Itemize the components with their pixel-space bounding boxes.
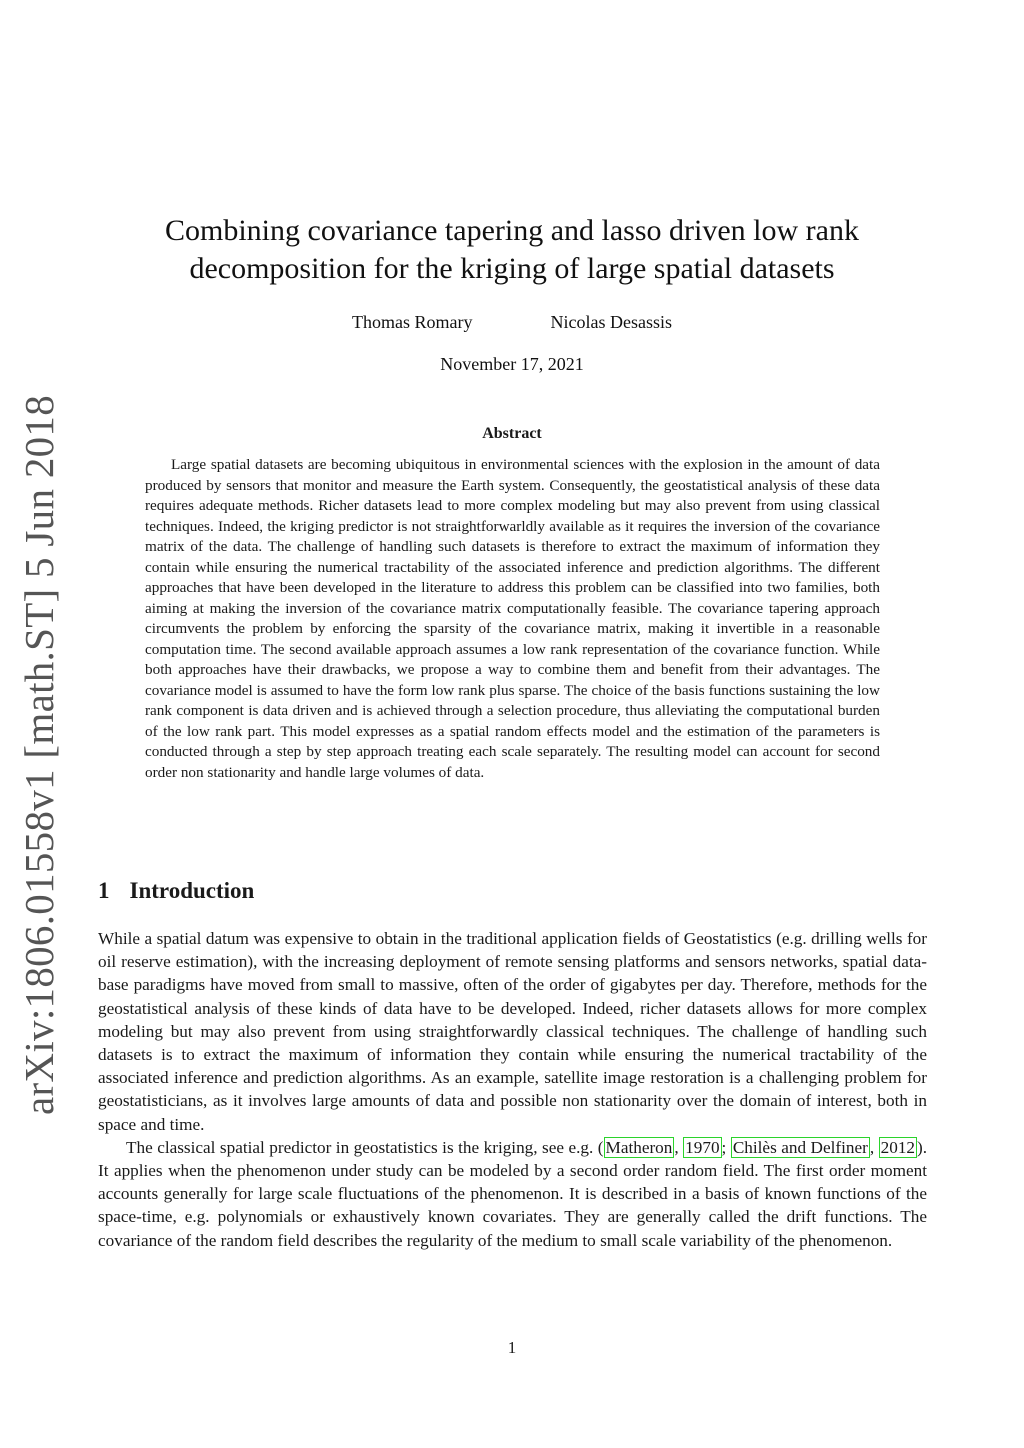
intro-paragraph-2 (98, 1136, 927, 1252)
page-number: 1 (507, 1338, 517, 1357)
intro-paragraph-1: While a spatial datum was expensive to obtain in the traditional application fields of Geostatistics (e.g. drilling wells for oil reserve estimation), with the increasing deployment of remote sensing platforms and sensors networks, spatial data-base paradigms have moved from small to massive, often of the order of gigabytes per day. Therefore, methods for the geostatistical analysis of these kinds of data have to be developed. Indeed, richer datasets allows for more complex modeling but may also prevent from using straightforwardly classical techniques. The challenge of handling such datasets is to extract the maximum of information they contain while ensuring the numerical tractability of the associated inference and prediction algorithms. As an example, satellite image restoration is a challenging problem for geostatisticians, as it involves large amounts of data and possible non stationarity over the domain of interest, both in space and time. (98, 929, 927, 1134)
author-list (120, 312, 904, 333)
section-title: Introduction (129, 878, 255, 903)
citation-year-link-1970[interactable]: 1970 (685, 1137, 720, 1157)
abstract-text: Large spatial datasets are becoming ubiquitous in environmental sciences with the explosion in the amount of data produced by sensors that monitor and measure the Earth system. Consequently, the geostatistical analysis of these data requires adequate methods. Richer datasets lead to more complex modeling but may also prevent from using classical techniques. Indeed, the kriging predictor is not straightforwarldly available as it requires the inversion of the covariance matrix of the data. The challenge of handling such datasets is therefore to extract the maximum of information they contain while ensuring the numerical tractability of the associated inference and prediction algorithms. The different approaches that have been developed in the literature to address this problem can be classified into two families, both aiming at making the inversion of the covariance matrix computationally feasible. The covariance tapering approach circumvents the problem by enforcing the sparsity of the covariance matrix, making it invertible in a reasonable computation time. The second available approach assumes a low rank representation of the covariance function. While both approaches have their drawbacks, we propose a way to combine them and benefit from their advantages. The covariance model is assumed to have the form low rank plus sparse. The choice of the basis functions sustaining the low rank component is data driven and is achieved through a selection procedure, thus alleviating the computational burden of the low rank part. This model expresses as a spatial random effects model and the estimation of the parameters is conducted through a step by step approach treating each scale separately. The resulting model can account for second order non stationarity and handle large volumes of data. (145, 456, 880, 781)
abstract-heading: Abstract (482, 425, 542, 442)
publication-date: November 17, 2021 (440, 354, 584, 374)
title-line-1: Combining covariance tapering and lasso driven low rank (165, 214, 859, 247)
arxiv-stamp-text: arXiv:1806.01558v1 [math.ST] 5 Jun 2018 (16, 394, 62, 1116)
citation-separator: ; (721, 1137, 731, 1157)
citation-separator: , (869, 1137, 879, 1157)
paragraph-text: ). It applies when the phenomenon under study can be modeled by a second order random field. The first order moment accounts generally for large scale fluctuations of the phenomenon. It is described in a basis of known functions of the space-time, e.g. polynomials or exhaustively known covariates. They are generally called the drift functions. The covariance of the random field describes the regularity of the medium to small scale variability of the phenomenon. (98, 1137, 928, 1250)
citation-separator: , (674, 1137, 684, 1157)
section-number: 1 (98, 878, 110, 903)
citation-link-matheron[interactable]: Matheron (605, 1137, 673, 1157)
author-name: Thomas Romary (352, 312, 473, 332)
author-name: Nicolas Desassis (550, 312, 672, 332)
citation-link-chiles-delfiner[interactable]: Chilès and Delfiner (732, 1137, 868, 1157)
paper-title (120, 212, 904, 288)
citation-year-link-2012[interactable]: 2012 (880, 1137, 915, 1157)
introduction-body (98, 927, 927, 1252)
title-line-2: decomposition for the kriging of large spatial datasets (189, 252, 835, 285)
section-heading (98, 878, 254, 904)
paragraph-text: The classical spatial predictor in geostatistics is the kriging, see e.g. ( (126, 1137, 604, 1157)
arxiv-stamp (14, 394, 64, 1116)
